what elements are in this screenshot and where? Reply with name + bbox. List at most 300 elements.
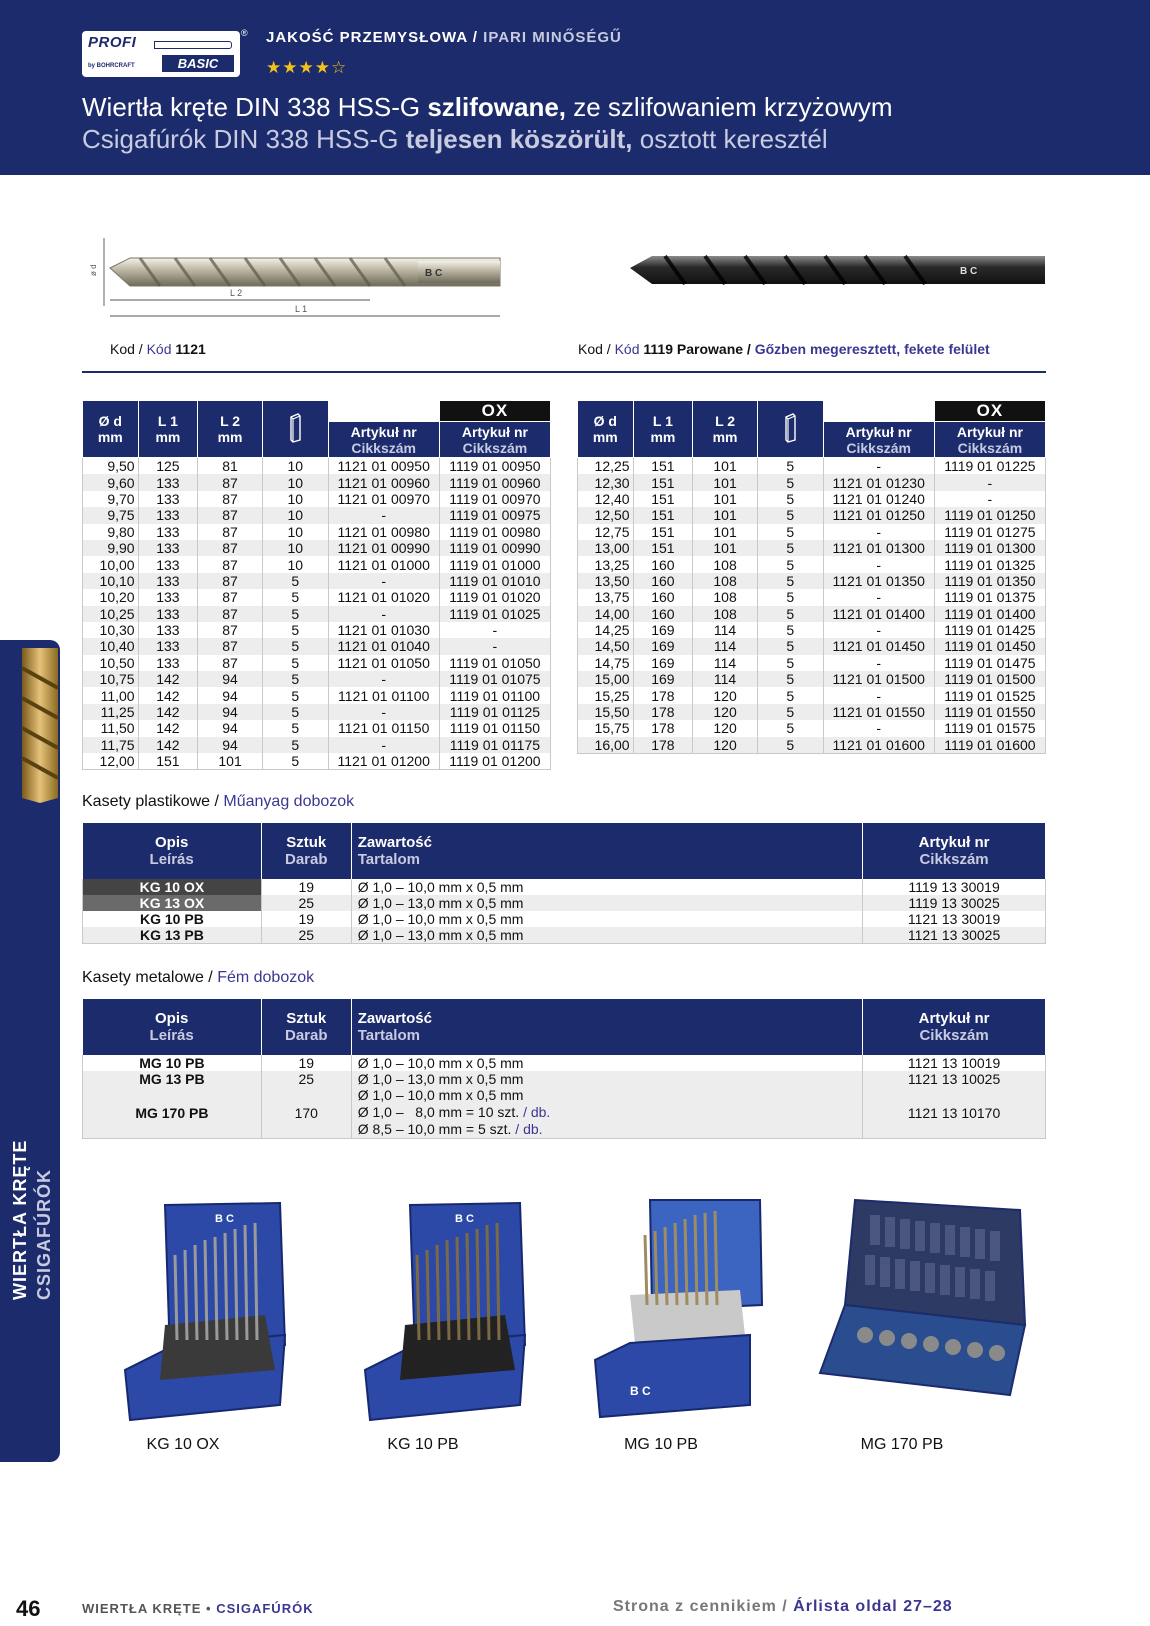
table-cell: 1119 01 01075 — [439, 671, 550, 687]
table-cell: 101 — [198, 753, 263, 770]
table-cell: 1119 01 01025 — [439, 606, 550, 622]
table-cell: 12,75 — [578, 524, 634, 540]
table-cell: 5 — [262, 655, 328, 671]
table-cell: 1119 01 01575 — [934, 720, 1045, 736]
table-cell: 5 — [757, 622, 823, 638]
table-row — [578, 507, 1046, 523]
table-cell: Ø 1,0 – 13,0 mm x 0,5 mm — [351, 895, 862, 911]
cap-r-pl: Kod — [578, 341, 603, 357]
title-hu-post: osztott keresztél — [632, 124, 828, 154]
cap-l-pl: Kod — [110, 341, 135, 357]
table-cell: 87 — [198, 556, 263, 572]
table-cell: 14,25 — [578, 622, 634, 638]
table-cell: 1121 01 00990 — [328, 540, 439, 556]
table-cell: 11,50 — [83, 720, 139, 736]
table-cell: Ø 1,0 – 10,0 mm x 0,5 mm — [351, 1055, 862, 1071]
table-cell: 13,50 — [578, 573, 634, 589]
title-hu-pre: Csigafúrók DIN 338 HSS-G — [82, 124, 406, 154]
table-row — [578, 540, 1046, 556]
table-cell: 1119 01 01500 — [934, 671, 1045, 687]
table-cell: 1121 13 30025 — [863, 927, 1046, 944]
table-cell: 101 — [693, 507, 758, 523]
th-art2-hu: Cikkszám — [462, 439, 528, 456]
table-cell: 114 — [693, 655, 758, 671]
table-cell: 5 — [262, 622, 328, 638]
table-cell: 5 — [757, 474, 823, 490]
table-cell: 1121 01 01400 — [823, 606, 934, 622]
table-cell: 1121 01 01600 — [823, 737, 934, 754]
table-row — [83, 687, 551, 703]
table-cell: - — [328, 737, 439, 753]
table-cell: 1121 01 01050 — [328, 655, 439, 671]
table-cell: 1119 01 01600 — [934, 737, 1045, 754]
side-text-pl: WIERTŁA KRĘTE — [10, 1139, 30, 1300]
table-cell: KG 13 PB — [83, 927, 262, 944]
table-cell: 1121 01 01150 — [328, 720, 439, 736]
table-cell: 1119 01 00980 — [439, 524, 550, 540]
content-line: db. — [523, 1121, 543, 1137]
dim-l1-label: L 1 — [295, 304, 308, 314]
th-art-1121 — [823, 422, 934, 458]
table-cell: 151 — [633, 474, 693, 490]
table-row — [83, 638, 551, 654]
content-line: Ø 1,0 – 10,0 mm x 0,5 mm — [357, 1087, 524, 1103]
table-cell: 101 — [693, 458, 758, 475]
title-hu-bold: teljesen köszörült, — [405, 124, 633, 154]
table-cell: - — [823, 589, 934, 605]
table-cell: 5 — [262, 606, 328, 622]
table-cell: 178 — [633, 737, 693, 754]
cap-r-sep2: / — [743, 341, 755, 357]
th-l2-label: L 2 — [220, 413, 241, 429]
th-opis-pl: Opis — [154, 834, 189, 851]
table-cell: 1121 01 01500 — [823, 671, 934, 687]
table-row — [578, 474, 1046, 490]
th-art2-pl: Artykuł nr — [956, 423, 1023, 440]
table-cell: 5 — [262, 671, 328, 687]
th-ox-label: OX — [481, 401, 509, 420]
th-zaw-pl: Zawartość — [357, 834, 432, 851]
table-cell: 142 — [138, 687, 198, 703]
drill-brand-right: B C — [960, 266, 978, 277]
table-cell: 108 — [693, 589, 758, 605]
table-cell: 5 — [757, 507, 823, 523]
table-cell: 1121 01 01300 — [823, 540, 934, 556]
table-cell: 1119 01 01400 — [934, 606, 1045, 622]
table-cell: 1119 01 01100 — [439, 687, 550, 703]
table-cell: 87 — [198, 638, 263, 654]
table-cell: 169 — [633, 622, 693, 638]
th-szt — [261, 999, 351, 1055]
table-cell: 101 — [693, 540, 758, 556]
th-l1-label: L 1 — [652, 413, 673, 429]
table-cell: KG 13 OX — [83, 895, 262, 911]
table-cell: 16,00 — [578, 737, 634, 754]
table-cell: 87 — [198, 589, 263, 605]
title-pl-post: ze szlifowaniem krzyżowym — [566, 92, 893, 122]
table-cell: 1119 01 00975 — [439, 507, 550, 523]
table-cell: - — [328, 507, 439, 523]
case-row — [83, 879, 1046, 895]
table-cell: 1119 01 01020 — [439, 589, 550, 605]
table-row — [578, 524, 1046, 540]
table-cell: 25 — [261, 1071, 351, 1087]
table-cell: 15,75 — [578, 720, 634, 736]
th-zaw-hu: Tartalom — [357, 1027, 420, 1044]
footer-left-pl: WIERTŁA KRĘTE — [82, 1601, 202, 1616]
table-cell: 10 — [262, 507, 328, 523]
table-cell: 10,75 — [83, 671, 139, 687]
table-cell: 11,00 — [83, 687, 139, 703]
table-cell: 15,00 — [578, 671, 634, 687]
table-cell: 1121 01 01040 — [328, 638, 439, 654]
table-row — [83, 491, 551, 507]
table-cell: 87 — [198, 524, 263, 540]
quality-label — [266, 29, 622, 46]
pack-icon — [288, 413, 302, 443]
table-cell: 1119 01 00950 — [439, 458, 550, 475]
th-opis — [83, 823, 262, 879]
case-row — [83, 1087, 1046, 1139]
table-cell: MG 170 PB — [83, 1087, 262, 1139]
table-cell: 114 — [693, 671, 758, 687]
title-pl-pre: Wiertła kręte DIN 338 HSS-G — [82, 92, 428, 122]
cap-r-desc: Gőzben megeresztett, fekete felület — [754, 341, 990, 357]
logo-profi-text: PROFI — [88, 34, 137, 51]
table-cell: 151 — [633, 507, 693, 523]
th-art-pl: Artykuł nr — [350, 423, 417, 440]
cap-r-code: 1119 Parowane — [639, 341, 744, 357]
footer-left-sep: • — [201, 1601, 217, 1616]
footer-right — [613, 1598, 953, 1616]
table-cell: 13,25 — [578, 556, 634, 572]
table-cell — [351, 1087, 862, 1139]
table-cell: 9,50 — [83, 458, 139, 475]
table-cell: 94 — [198, 704, 263, 720]
table-cell: 5 — [757, 671, 823, 687]
table-row — [83, 507, 551, 523]
table-cell: 133 — [138, 622, 198, 638]
table-cell: 87 — [198, 491, 263, 507]
table-row — [83, 753, 551, 770]
logo-by-text: by BOHRCRAFT — [88, 63, 135, 69]
table-row — [83, 458, 551, 475]
table-cell: 10 — [262, 524, 328, 540]
table-cell: 133 — [138, 589, 198, 605]
table-cell: 5 — [757, 704, 823, 720]
th-l2-unit: mm — [217, 429, 243, 445]
table-cell: - — [328, 671, 439, 687]
table-cell: 10,50 — [83, 655, 139, 671]
table-cell: 5 — [757, 720, 823, 736]
title-pl — [82, 92, 893, 123]
table-cell: KG 10 OX — [83, 879, 262, 895]
table-row — [578, 573, 1046, 589]
pack-icon — [783, 413, 797, 443]
table-cell: 133 — [138, 507, 198, 523]
table-cell: 1121 01 00980 — [328, 524, 439, 540]
content-line: Ø 1,0 – 8,0 mm = 10 szt. — [357, 1104, 520, 1120]
table-cell: 94 — [198, 671, 263, 687]
table-cell: 5 — [757, 524, 823, 540]
th-d-unit: mm — [97, 429, 123, 445]
table-row — [578, 589, 1046, 605]
table-cell: - — [328, 606, 439, 622]
table-cell: 120 — [693, 720, 758, 736]
table-cell: 1121 01 01030 — [328, 622, 439, 638]
case-label-3: MG 10 PB — [624, 1436, 698, 1453]
table-cell: 178 — [633, 687, 693, 703]
table-cell: 87 — [198, 507, 263, 523]
table-cell: 1119 01 01450 — [934, 638, 1045, 654]
caption-1121 — [110, 341, 206, 357]
table-cell: 1121 01 01240 — [823, 491, 934, 507]
th-art2-pl: Artykuł nr — [461, 423, 528, 440]
table-cell: 133 — [138, 540, 198, 556]
table-cell: 12,50 — [578, 507, 634, 523]
table-cell: 11,75 — [83, 737, 139, 753]
logo-basic-text: BASIC — [162, 55, 234, 72]
table-cell: 160 — [633, 556, 693, 572]
th-art2-hu: Cikkszám — [957, 439, 1023, 456]
table-cell: 25 — [261, 895, 351, 911]
table-row — [83, 622, 551, 638]
table-cell: 101 — [693, 524, 758, 540]
table-cell: 1119 01 01175 — [439, 737, 550, 753]
table-cell: 5 — [262, 753, 328, 770]
table-cell: 108 — [693, 573, 758, 589]
table-cell: 15,25 — [578, 687, 634, 703]
table-cell: 5 — [757, 491, 823, 507]
table-cell: 9,70 — [83, 491, 139, 507]
table-cell: - — [823, 622, 934, 638]
cap-l-code: 1121 — [171, 341, 206, 357]
table-cell: 1119 01 01475 — [934, 655, 1045, 671]
case-mg170pb-image — [815, 1195, 1035, 1425]
th-art-pl: Artykuł nr — [918, 834, 990, 851]
table-cell: 1121 13 10025 — [863, 1071, 1046, 1087]
table-cell: 133 — [138, 606, 198, 622]
table-cell: 5 — [757, 556, 823, 572]
table-cell: 1119 13 30025 — [863, 895, 1046, 911]
table-row — [83, 573, 551, 589]
table-cell: 1119 01 01150 — [439, 720, 550, 736]
table-cell: 108 — [693, 556, 758, 572]
logo-drill-shape — [154, 41, 232, 49]
table-cell: 169 — [633, 638, 693, 654]
metal-title-sep: / — [203, 969, 218, 986]
table-cell: 169 — [633, 671, 693, 687]
th-l1-unit: mm — [155, 429, 181, 445]
table-row — [578, 737, 1046, 754]
table-cell: 1121 01 00970 — [328, 491, 439, 507]
table-cell: 19 — [261, 879, 351, 895]
table-cell: 14,75 — [578, 655, 634, 671]
table-cell: 10,25 — [83, 606, 139, 622]
table-cell: 5 — [757, 458, 823, 475]
table-cell: 25 — [261, 927, 351, 944]
th-art-hu: Cikkszám — [351, 439, 416, 456]
table-row — [578, 687, 1046, 703]
table-cell: 15,50 — [578, 704, 634, 720]
th-ox — [934, 401, 1045, 422]
table-cell: 5 — [757, 573, 823, 589]
content-line: / — [511, 1121, 524, 1137]
table-cell: - — [823, 687, 934, 703]
th-opis — [83, 999, 262, 1055]
table-cell: 9,75 — [83, 507, 139, 523]
th-pack — [757, 401, 823, 458]
table-cell: 170 — [261, 1087, 351, 1139]
metal-title-pl: Kasety metalowe — [82, 969, 204, 986]
table-cell: 5 — [757, 687, 823, 703]
table-cell: 1119 01 01225 — [934, 458, 1045, 475]
table-cell: 1121 01 01000 — [328, 556, 439, 572]
case-label-1: KG 10 OX — [146, 1436, 220, 1453]
table-cell: 151 — [633, 540, 693, 556]
table-cell: 81 — [198, 458, 263, 475]
table-cell: 19 — [261, 1055, 351, 1071]
table-row — [578, 606, 1046, 622]
plastic-title-sep: / — [210, 793, 224, 810]
th-l2 — [198, 401, 263, 458]
table-row — [83, 737, 551, 753]
th-l1 — [633, 401, 693, 458]
table-cell: 5 — [757, 638, 823, 654]
table-cell: 5 — [757, 737, 823, 754]
table-cell: 120 — [693, 704, 758, 720]
table-cell: 142 — [138, 704, 198, 720]
table-cell: 1119 01 01425 — [934, 622, 1045, 638]
dim-l2-label: L 2 — [230, 288, 243, 298]
table-cell: 14,00 — [578, 606, 634, 622]
table-cell: 1121 01 00950 — [328, 458, 439, 475]
table-cell: 5 — [262, 704, 328, 720]
case-row — [83, 927, 1046, 944]
th-zaw — [351, 823, 862, 879]
table-cell: 10,40 — [83, 638, 139, 654]
table-cell: 1119 13 30019 — [863, 879, 1046, 895]
table-row — [83, 704, 551, 720]
table-cell: 120 — [693, 687, 758, 703]
th-l2 — [693, 401, 758, 458]
table-cell: 1119 01 00960 — [439, 474, 550, 490]
table-cell: 87 — [198, 474, 263, 490]
th-opis-hu: Leírás — [149, 851, 194, 868]
rating-stars: ★★★★☆ — [266, 58, 348, 77]
th-szt-hu: Darab — [285, 1027, 328, 1044]
th-l1 — [138, 401, 198, 458]
cap-r-hu: Kód — [614, 341, 640, 357]
table-row — [83, 474, 551, 490]
table-cell: 19 — [261, 911, 351, 927]
table-cell: - — [439, 622, 550, 638]
table-row — [83, 671, 551, 687]
registered-mark: ® — [241, 28, 248, 38]
table-cell: 10 — [262, 540, 328, 556]
table-cell: MG 10 PB — [83, 1055, 262, 1071]
table-cell: 12,25 — [578, 458, 634, 475]
table-cell: 133 — [138, 524, 198, 540]
case-kg10pb-image — [355, 1195, 535, 1425]
th-pack — [262, 401, 328, 458]
table-cell: 1121 01 01230 — [823, 474, 934, 490]
th-art-1119 — [934, 422, 1045, 458]
table-cell: 178 — [633, 720, 693, 736]
th-art — [863, 999, 1046, 1055]
th-l1-label: L 1 — [157, 413, 178, 429]
table-cell: 10,00 — [83, 556, 139, 572]
table-cell: - — [328, 704, 439, 720]
table-row — [83, 524, 551, 540]
table-cell: 1121 01 01350 — [823, 573, 934, 589]
table-cell: 12,30 — [578, 474, 634, 490]
table-cell: 142 — [138, 720, 198, 736]
table-cell: 1119 01 01250 — [934, 507, 1045, 523]
table-cell: 125 — [138, 458, 198, 475]
case-1-brand: B C — [215, 1213, 234, 1225]
th-art-pl: Artykuł nr — [918, 1010, 990, 1027]
table-cell: 108 — [693, 606, 758, 622]
table-row — [83, 606, 551, 622]
table-cell: 10,10 — [83, 573, 139, 589]
table-row — [83, 655, 551, 671]
table-cell: 5 — [757, 540, 823, 556]
case-row — [83, 1055, 1046, 1071]
table-cell: 10 — [262, 491, 328, 507]
table-cell: 133 — [138, 491, 198, 507]
footer-right-hu: Árlista oldal 27–28 — [793, 1598, 953, 1615]
table-cell: - — [934, 491, 1045, 507]
table-cell: 160 — [633, 589, 693, 605]
case-row — [83, 1071, 1046, 1087]
footer-right-sep: / — [776, 1598, 794, 1615]
plastic-title-pl: Kasety plastikowe — [82, 793, 211, 810]
dim-d-label: ø d — [89, 264, 98, 276]
metal-cases-table — [82, 999, 1046, 1139]
table-cell: 1121 01 01100 — [328, 687, 439, 703]
table-row — [578, 458, 1046, 475]
table-row — [83, 589, 551, 605]
th-ox — [439, 401, 550, 422]
table-cell: 1121 01 01250 — [823, 507, 934, 523]
th-art-pl: Artykuł nr — [845, 423, 912, 440]
table-cell: 151 — [633, 458, 693, 475]
drill-table-left — [82, 400, 551, 770]
table-cell: Ø 1,0 – 13,0 mm x 0,5 mm — [351, 927, 862, 944]
table-cell: Ø 1,0 – 10,0 mm x 0,5 mm — [351, 879, 862, 895]
table-cell: 94 — [198, 720, 263, 736]
th-art-hu: Cikkszám — [846, 439, 911, 456]
table-cell: - — [439, 638, 550, 654]
drill-table-right — [577, 400, 1046, 754]
side-drill-icon — [14, 648, 60, 803]
table-cell: Ø 1,0 – 10,0 mm x 0,5 mm — [351, 911, 862, 927]
table-row — [578, 622, 1046, 638]
th-art — [863, 823, 1046, 879]
table-cell: 133 — [138, 638, 198, 654]
table-cell: 94 — [198, 687, 263, 703]
divider-rule — [82, 371, 1046, 373]
table-cell: 101 — [693, 491, 758, 507]
table-cell: 5 — [757, 655, 823, 671]
table-cell: 160 — [633, 606, 693, 622]
th-d-label: Ø d — [98, 413, 122, 429]
table-cell: MG 13 PB — [83, 1071, 262, 1087]
table-cell: 87 — [198, 655, 263, 671]
table-cell: 133 — [138, 655, 198, 671]
metal-section-title — [82, 969, 314, 987]
